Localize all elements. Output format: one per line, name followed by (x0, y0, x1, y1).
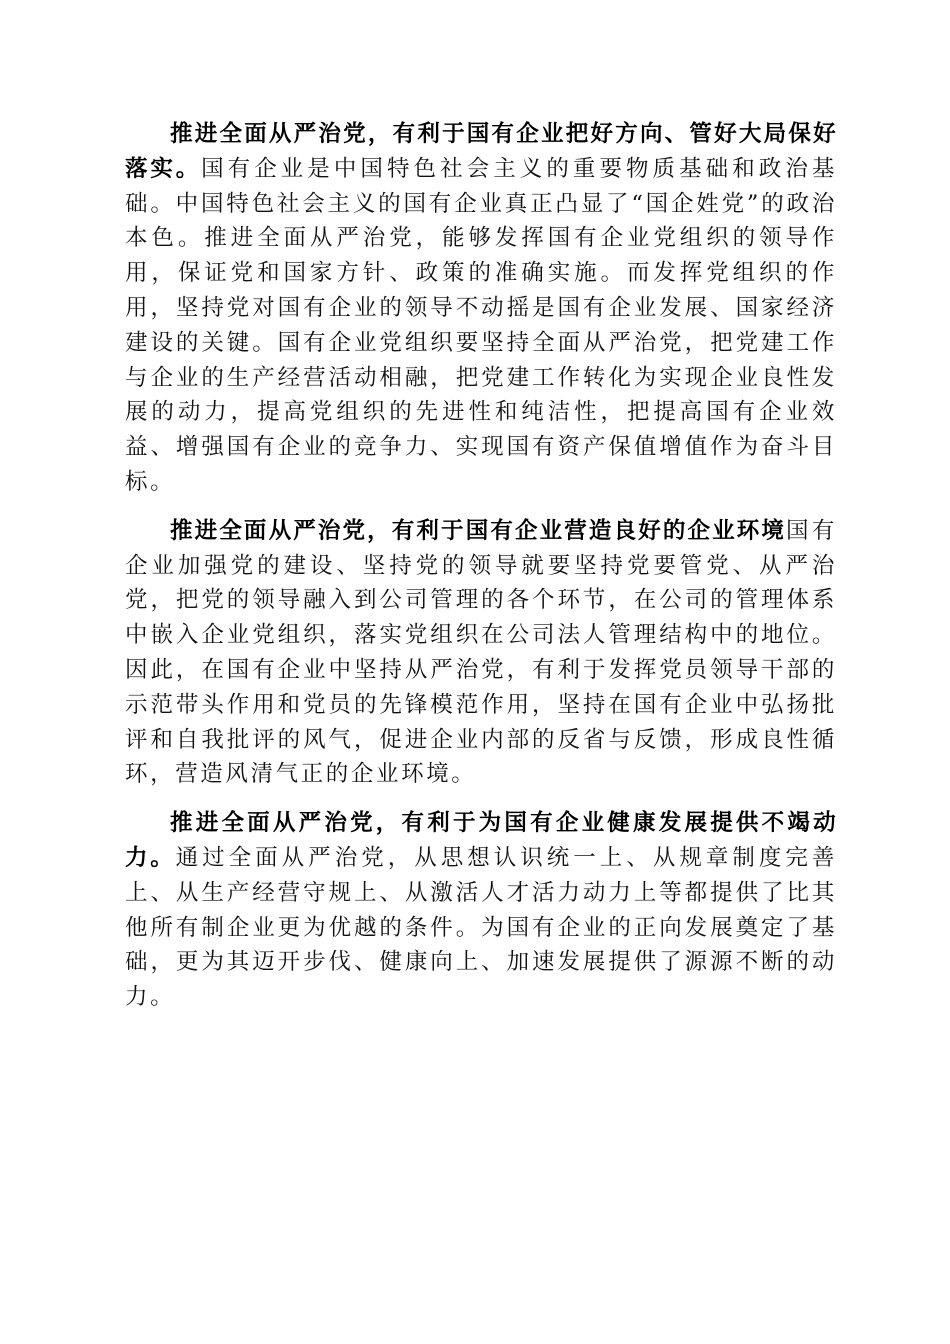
paragraph-3 (125, 806, 837, 1015)
paragraph-2 (125, 514, 837, 792)
document-body (125, 117, 837, 1029)
paragraph-1-heading: 推进全面从严治党，有利于国有企业把好方向、管好大局保好落实。 (125, 121, 837, 182)
paragraph-3-text: 通过全面从严治党，从思想认识统一上、从规章制度完善上、从生产经营守规上、从激活人才活力动力上等都提供了比其他所有制企业更为优越的条件。为国有企业的正向发展奠定了基础，更为其迈开步伐、健康向上、加速发展提供了源源不断的动力。 (125, 844, 837, 1011)
paragraph-1 (125, 117, 837, 500)
paragraph-2-text: 国有企业加强党的建设、坚持党的领导就要坚持党要管党、从严治党，把党的领导融入到公司管理的各个环节，在公司的管理体系中嵌入企业党组织，落实党组织在公司法人管理结构中的地位。因此，在国有企业中坚持从严治党，有利于发挥党员领导干部的示范带头作用和党员的先锋模范作用，坚持在国有企业中弘扬批评和自我批评的风气，促进企业内部的反省与反馈，形成良性循环，营造风清气正的企业环境。 (125, 517, 837, 788)
paragraph-2-heading: 推进全面从严治党，有利于国有企业营造良好的企业环境 (170, 517, 787, 544)
paragraph-3-heading: 推进全面从严治党，有利于为国有企业健康发展提供不竭动力。 (125, 810, 837, 871)
paragraph-1-text: 国有企业是中国特色社会主义的重要物质基础和政治基础。中国特色社会主义的国有企业真正凸显了“国企姓党”的政治本色。推进全面从严治党，能够发挥国有企业党组织的领导作用，保证党和国家方针、政策的准确实施。而发挥党组织的作用，坚持党对国有企业的领导不动摇是国有企业发展、国家经济建设的关键。国有企业党组织要坚持全面从严治党，把党建工作与企业的生产经营活动相融，把党建工作转化为实现企业良性发展的动力，提高党组织的先进性和纯洁性，把提高国有企业效益、增强国有企业的竞争力、实现国有资产保值增值作为奋斗目标。 (125, 155, 837, 495)
